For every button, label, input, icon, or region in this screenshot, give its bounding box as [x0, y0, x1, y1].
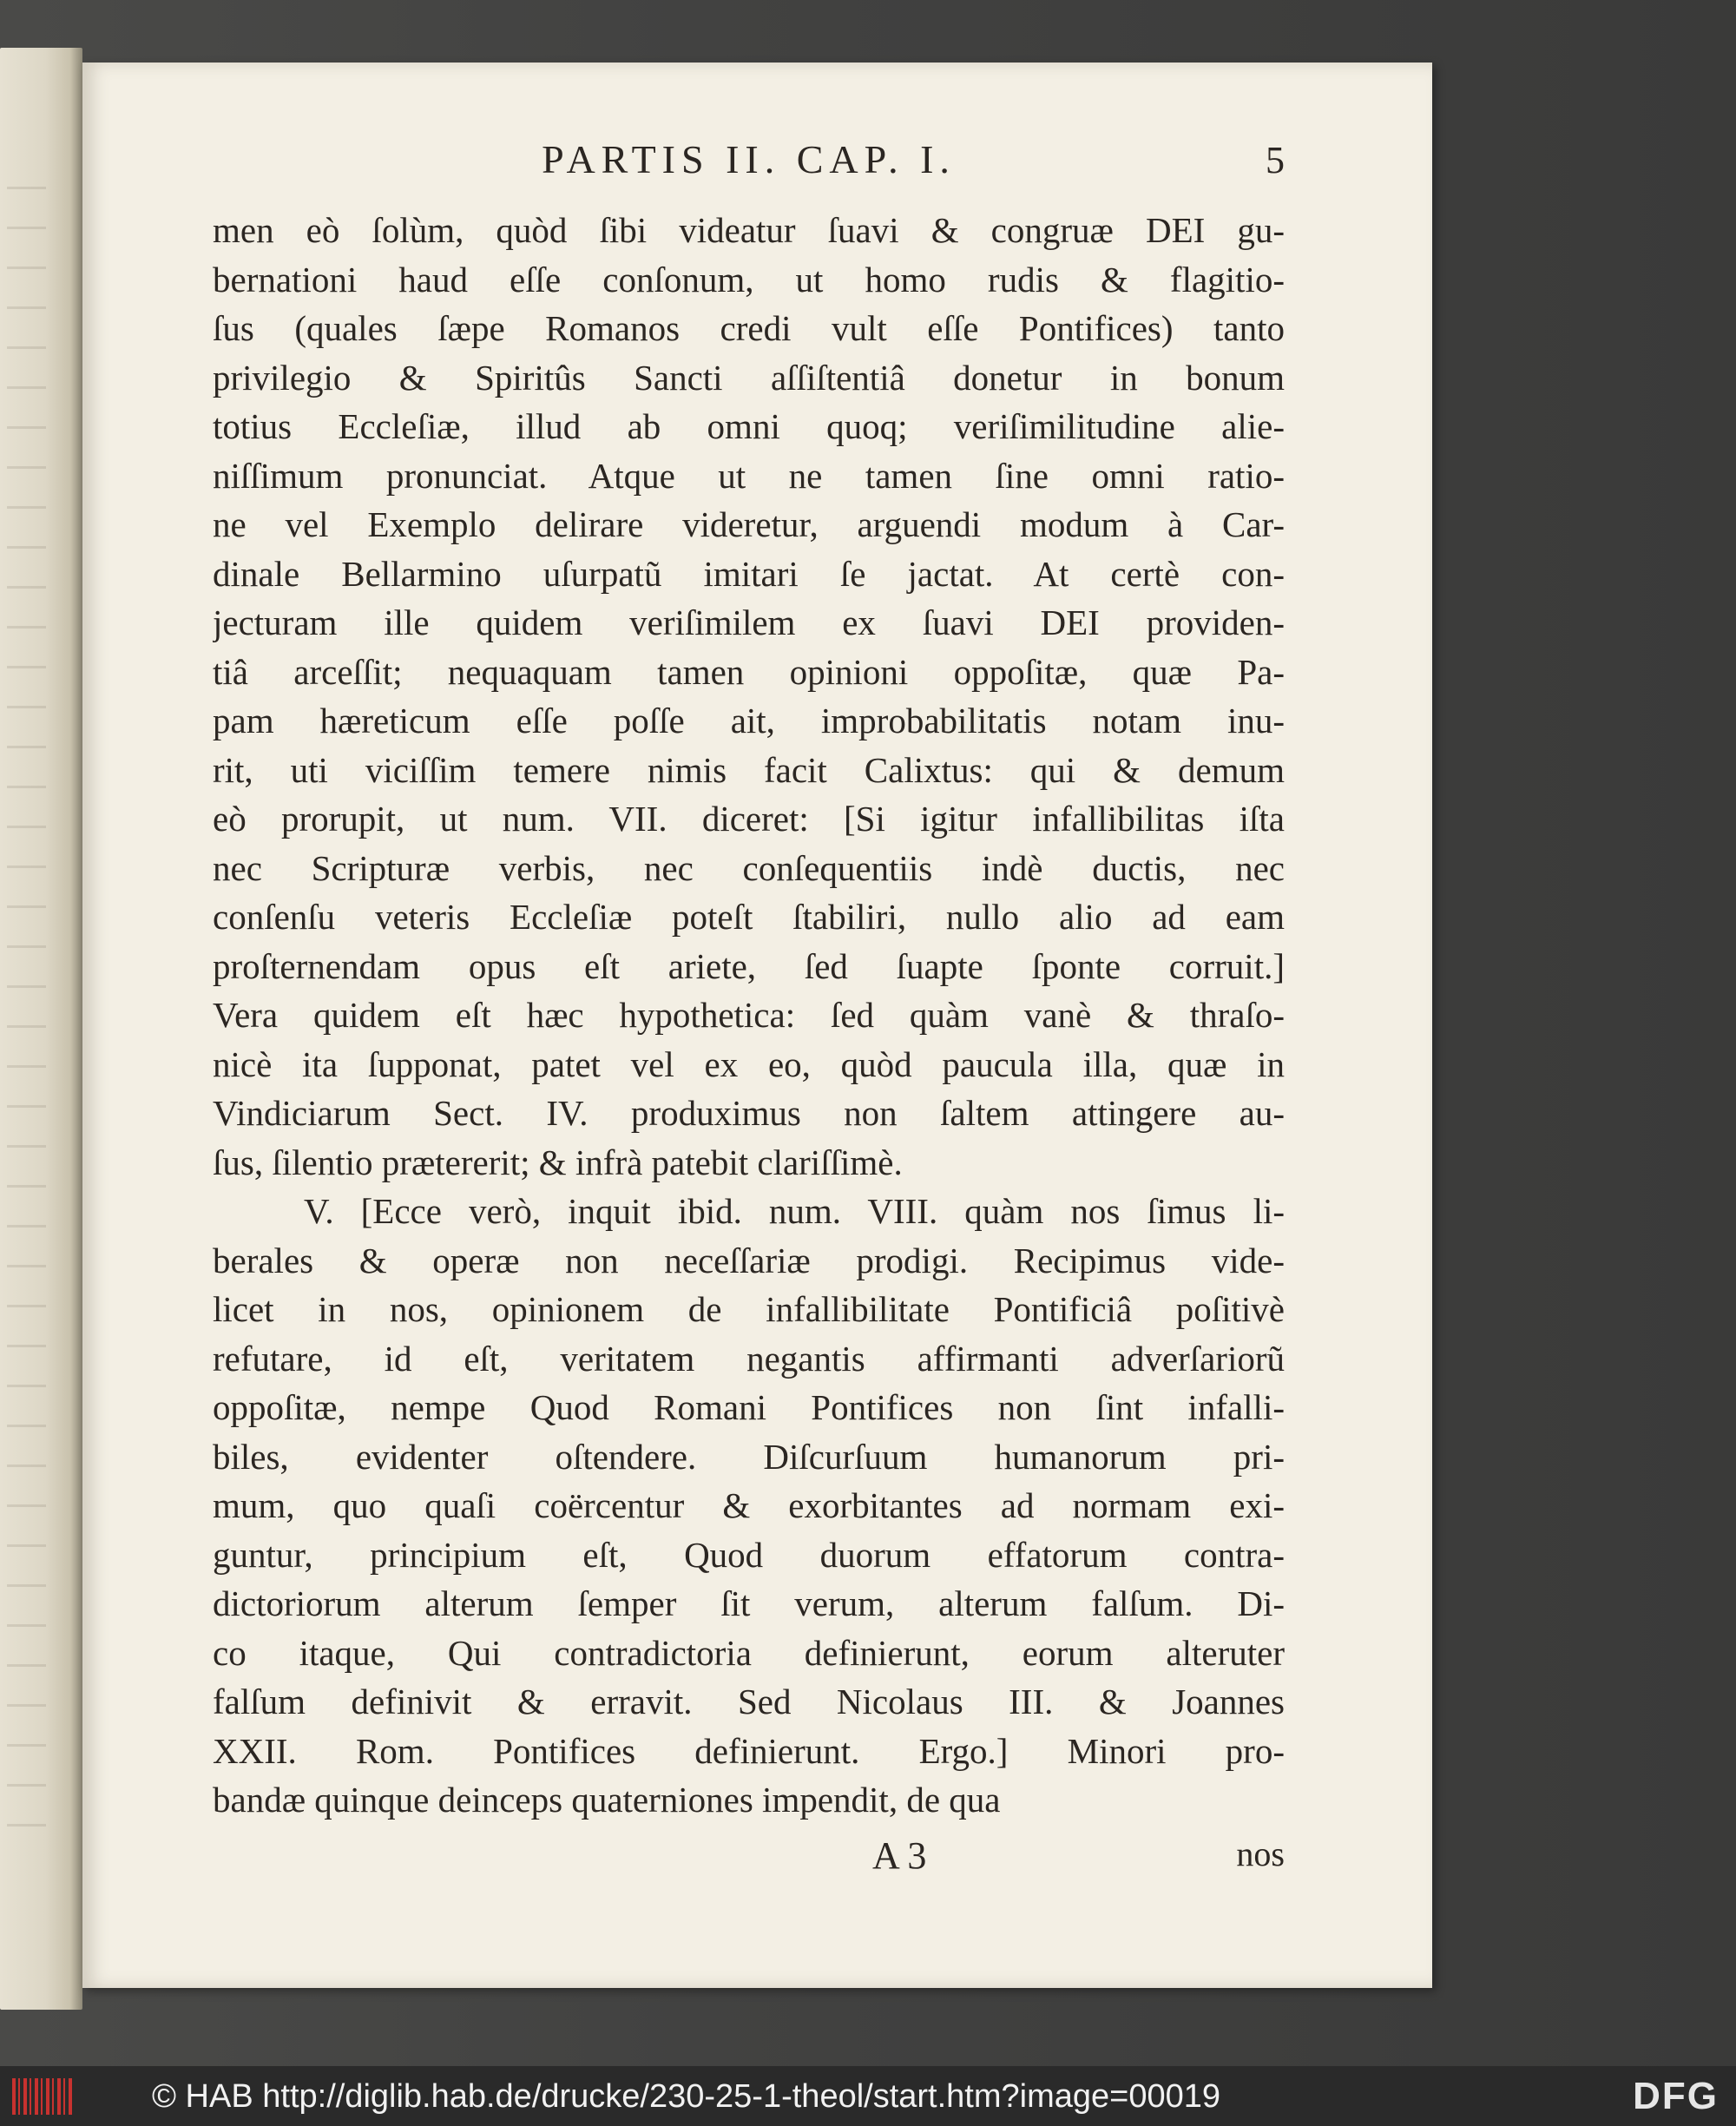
text-line: men eò ſolùm, quòd ſibi videatur ſuavi & congruæ DEI gu- [213, 210, 1285, 250]
text-line: conſenſu veteris Eccleſiæ poteſt ſtabiliri, nullo alio ad eam [213, 897, 1285, 937]
text-line: mum, quo quaſi coërcentur & exorbitantes ad normam exi- [213, 1485, 1285, 1525]
text-line: jecturam ille quidem veriſimilem ex ſuavi DEI providen- [213, 602, 1285, 642]
book-page [82, 63, 1432, 1988]
text-line: privilegio & Spiritûs Sancti aſſiſtentiâ donetur in bonum [213, 357, 1285, 398]
page-number: 5 [1266, 139, 1285, 181]
text-line: dinale Bellarmino uſurpatũ imitari ſe jactat. At certè con- [213, 553, 1285, 594]
text-line: oppoſitæ, nempe Quod Romani Pontifices non ſint infalli- [213, 1387, 1285, 1427]
text-line: berales & operæ non neceſſariæ prodigi. Recipimus vide- [213, 1240, 1285, 1280]
text-line: licet in nos, opinionem de infallibilitate Pontificiâ poſitivè [213, 1289, 1285, 1329]
text-line: Vera quidem eſt hæc hypothetica: ſed quàm vanè & thraſo- [213, 995, 1285, 1035]
running-head-title: PARTIS II. CAP. I. [542, 137, 956, 181]
text-line: niſſimum pronunciat. Atque ut ne tamen ſine omni ratio- [213, 455, 1285, 496]
text-line: ſus (quales ſæpe Romanos credi vult eſſe Pontifices) tanto [213, 308, 1285, 348]
signature-mark: A 3 [872, 1833, 927, 1877]
text-line: rit, uti viciſſim temere nimis facit Calixtus: qui & demum [213, 749, 1285, 790]
text-line: falſum definivit & erravit. Sed Nicolaus III. & Joannes [213, 1682, 1285, 1721]
copyright-link[interactable]: © HAB http://diglib.hab.de/drucke/230-25-1-theol/start.htm?image=00019 [152, 2078, 1221, 2115]
text-line: totius Eccleſiæ, illud ab omni quoq; veriſimilitudine alie- [213, 406, 1285, 446]
running-head [213, 136, 1285, 197]
text-line: bandæ quinque deinceps quaterniones impendit, de qua [213, 1780, 1001, 1820]
text-line: guntur, principium eſt, Quod duorum effatorum contra- [213, 1534, 1285, 1575]
text-line: eò prorupit, ut num. VII. diceret: [Si igitur infallibilitas iſta [213, 799, 1285, 839]
text-line: ſus, ſilentio prætererit; & infrà patebit clariſſimè. [213, 1142, 903, 1182]
text-line: ne vel Exemplo delirare videretur, arguendi modum à Car- [213, 504, 1285, 544]
text-line: nec Scripturæ verbis, nec conſequentiis indè ductis, nec [213, 847, 1285, 888]
dfg-logo: DFG [1633, 2075, 1719, 2117]
text-line: tiâ arceſſit; nequaquam tamen opinioni oppoſitæ, quæ Pa- [213, 651, 1285, 692]
catchword: nos [1236, 1833, 1285, 1873]
text-line: Vindiciarum Sect. IV. produximus non ſaltem attingere au- [213, 1093, 1285, 1133]
viewer-footer [0, 2066, 1736, 2126]
text-line: nicè ita ſupponat, patet vel ex eo, quòd paucula illa, quæ in [213, 1043, 1285, 1084]
text-line: XXII. Rom. Pontifices definierunt. Ergo.] Minori pro- [213, 1730, 1285, 1771]
text-line: V. [Ecce verò, inquit ibid. num. VIII. quàm nos ſimus li- [304, 1191, 1285, 1231]
text-line: co itaque, Qui contradictoria definierunt, eorum alteruter [213, 1632, 1285, 1673]
barcode-icon [12, 2078, 75, 2115]
page-footer [213, 1833, 1285, 1886]
text-line: refutare, id eſt, veritatem negantis affirmanti adverſariorũ [213, 1338, 1285, 1379]
text-line: bernationi haud eſſe conſonum, ut homo rudis & flagitio- [213, 259, 1285, 299]
text-line: pam hæreticum eſſe poſſe ait, improbabilitatis notam inu- [213, 701, 1285, 740]
page-content [213, 136, 1285, 1886]
body-text [213, 206, 1285, 1825]
text-line: dictoriorum alterum ſemper ſit verum, alterum falſum. Di- [213, 1583, 1285, 1623]
book-left-page-edge [0, 48, 82, 2010]
text-line: proſternendam opus eſt ariete, ſed ſuapte ſponte corruit.] [213, 945, 1285, 986]
text-line: biles, evidenter oſtendere. Diſcurſuum humanorum pri- [213, 1436, 1285, 1477]
